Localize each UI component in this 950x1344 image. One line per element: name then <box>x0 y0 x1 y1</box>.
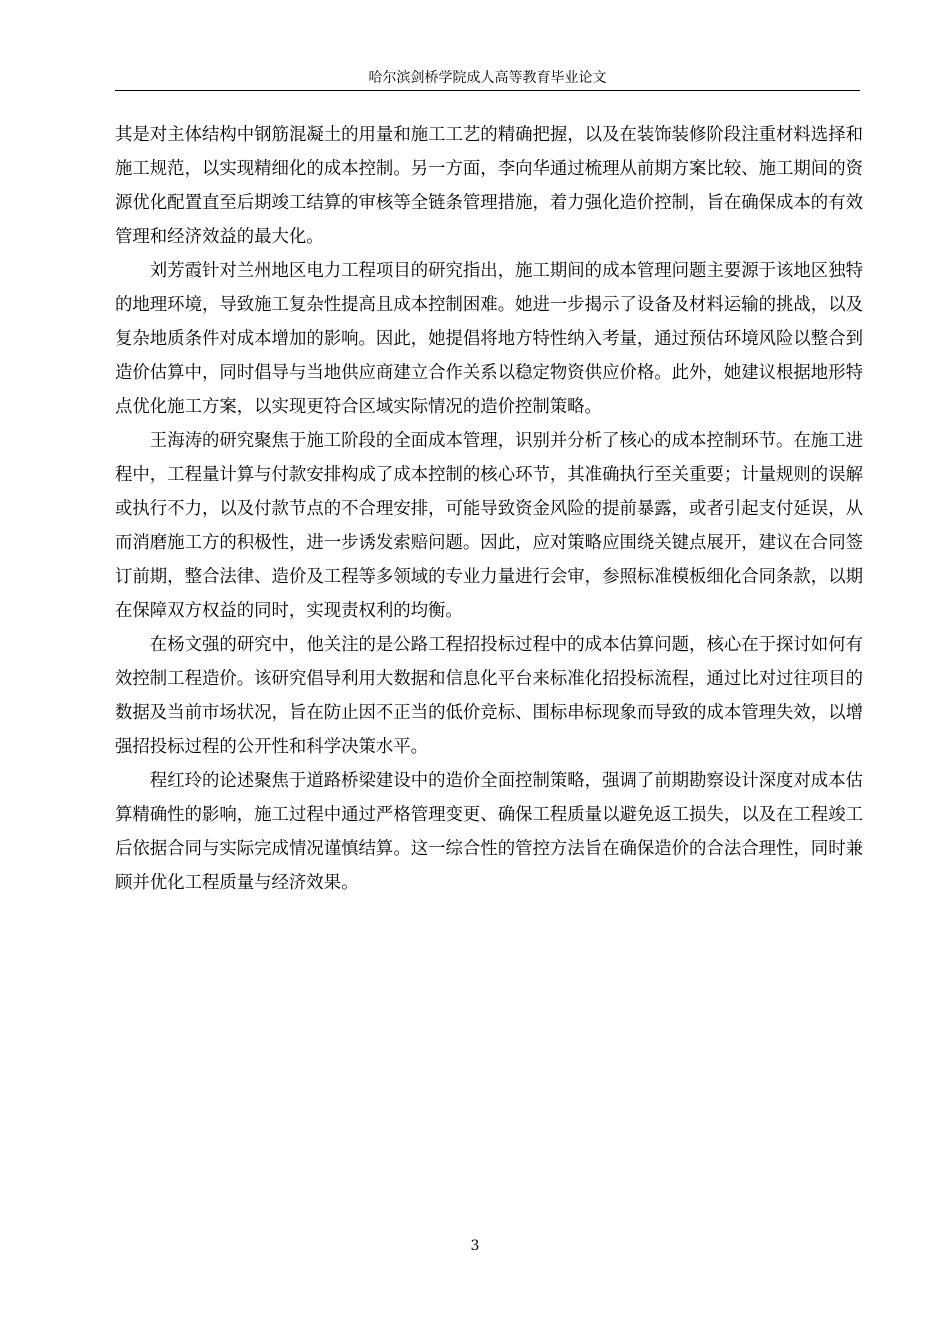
page-header <box>115 66 860 91</box>
paragraph-continuation: 其是对主体结构中钢筋混凝土的用量和施工工艺的精确把握，以及在装饰装修阶段注重材料选择和施工规范，以实现精细化的成本控制。另一方面，李向华通过梳理从前期方案比较、施工期间的资源优化配置直至后期竣工结算的审核等全链条管理措施，着力强化造价控制，旨在确保成本的有效管理和经济效益的最大化。 <box>115 125 863 247</box>
header-title: 哈尔滨剑桥学院成人高等教育毕业论文 <box>368 70 607 86</box>
body-text <box>115 118 863 900</box>
paragraph-yang-wenqiang: 在杨文强的研究中，他关注的是公路工程招投标过程中的成本估算问题，核心在于探讨如何有效控制工程造价。该研究倡导利用大数据和信息化平台来标准化招投标流程，通过比对过往项目的数据及当前市场状况，旨在防止因不正当的低价竞标、围标串标现象而导致的成本管理失效，以增强招投标过程的公开性和科学决策水平。 <box>115 635 863 757</box>
paragraph-cheng-hongling: 程红玲的论述聚焦于道路桥梁建设中的造价全面控制策略，强调了前期勘察设计深度对成本估算精确性的影响，施工过程中通过严格管理变更、确保工程质量以避免返工损失，以及在工程竣工后依据合同与实际完成情况谨慎结算。这一综合性的管控方法旨在确保造价的合法合理性，同时兼顾并优化工程质量与经济效果。 <box>115 771 863 893</box>
page-number: 3 <box>470 1238 480 1254</box>
paragraph-wang-haitao: 王海涛的研究聚焦于施工阶段的全面成本管理，识别并分析了核心的成本控制环节。在施工进程中，工程量计算与付款安排构成了成本控制的核心环节，其准确执行至关重要；计量规则的误解或执行不力，以及付款节点的不合理安排，可能导致资金风险的提前暴露，或者引起支付延误，从而消磨施工方的积极性，进一步诱发索赔问题。因此，应对策略应围绕关键点展开，建议在合同签订前期，整合法律、造价及工程等多领域的专业力量进行会审，参照标准模板细化合同条款，以期在保障双方权益的同时，实现责权利的均衡。 <box>115 431 863 621</box>
paragraph-liu-fangxia: 刘芳霞针对兰州地区电力工程项目的研究指出，施工期间的成本管理问题主要源于该地区独特的地理环境，导致施工复杂性提高且成本控制困难。她进一步揭示了设备及材料运输的挑战，以及复杂地质条件对成本增加的影响。因此，她提倡将地方特性纳入考量，通过预估环境风险以整合到造价估算中，同时倡导与当地供应商建立合作关系以稳定物资供应价格。此外，她建议根据地形特点优化施工方案，以实现更符合区域实际情况的造价控制策略。 <box>115 261 863 417</box>
